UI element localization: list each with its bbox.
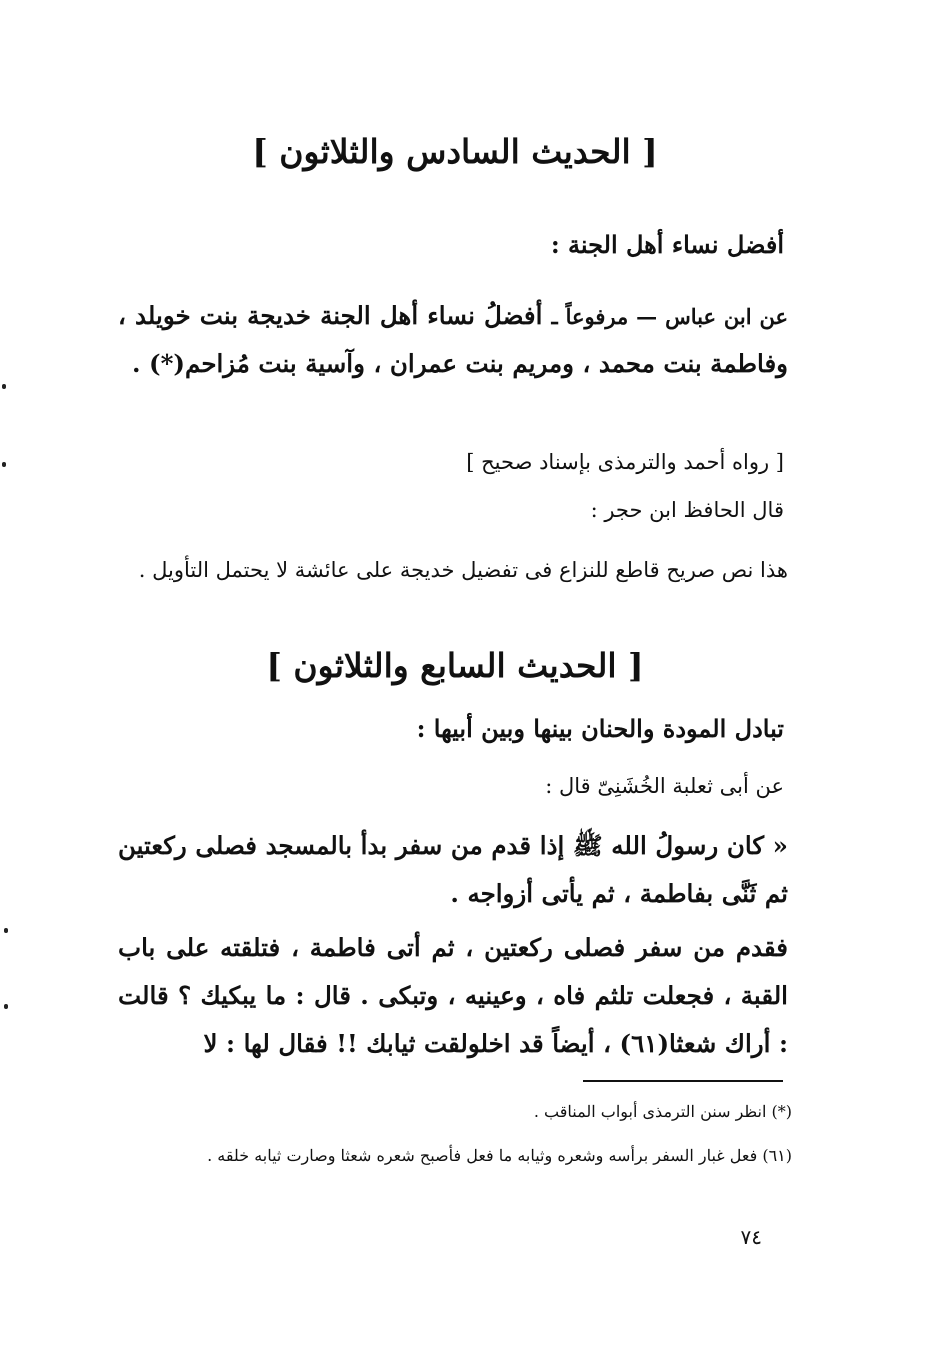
scan-speck: [4, 928, 8, 933]
hadith-37-paragraph-2: فقدم من سفر فصلى ركعتين ، ثم أتى فاطمة ، فتلقته على باب القبة ، فجعلت تلثم فاه ، وعينيه ، وتبكى . قال : ما يبكيك ؟ قالت : أراك شعثا(٦١) ، أيضاً قد اخلولقت ثيابك !! فقال لها : لا: [118, 933, 788, 1058]
hadith-36-intro: عن ابن عباس — مرفوعاً ـ: [551, 304, 788, 329]
hadith-37-subtitle: تبادل المودة والحنان بينها وبين أبيها :: [416, 714, 784, 743]
hadith-36-text: [118, 292, 788, 388]
hadith-36-body: أفضلُ نساء أهل الجنة خديجة بنت خويلد ، وفاطمة بنت محمد ، ومريم بنت عمران ، وآسية بنت مُزاحم(*) .: [118, 301, 788, 378]
hadith-36-commentator: قال الحافظ ابن حجر :: [590, 498, 784, 522]
scan-speck: [4, 1004, 8, 1009]
hadith-37-heading: [ الحديث السابع والثلاثون ]: [266, 646, 644, 685]
hadith-36-source: [ رواه أحمد والترمذى بإسناد صحيح ]: [466, 450, 784, 474]
footnote-61: (٦١) فعل غبار السفر برأسه وشعره وثيابه ما فعل فأصبح شعره شعثا وصارت ثيابه خلقه .: [207, 1146, 792, 1165]
footnote-star: (*) انظر سنن الترمذى أبواب المناقب .: [533, 1102, 792, 1121]
page-number: ٧٤: [740, 1225, 762, 1249]
hadith-36-comment: هذا نص صريح قاطع للنزاع فى تفضيل خديجة على عائشة لا يحتمل التأويل .: [138, 558, 788, 582]
scan-speck: [2, 384, 6, 389]
hadith-37-narrator: عن أبى ثعلبة الخُشَنِىّ قال :: [545, 774, 784, 798]
hadith-37-paragraph-1: « كان رسولُ الله ﷺ إذا قدم من سفر بدأ بالمسجد فصلى ركعتين ثم ثَنَّى بفاطمة ، ثم يأتى أزواجه .: [118, 831, 788, 908]
hadith-36-subtitle: أفضل نساء أهل الجنة :: [550, 230, 784, 259]
hadith-36-heading: [ الحديث السادس والثلاثون ]: [252, 132, 658, 171]
scan-speck: [2, 462, 6, 467]
footnote-divider: [583, 1080, 783, 1082]
